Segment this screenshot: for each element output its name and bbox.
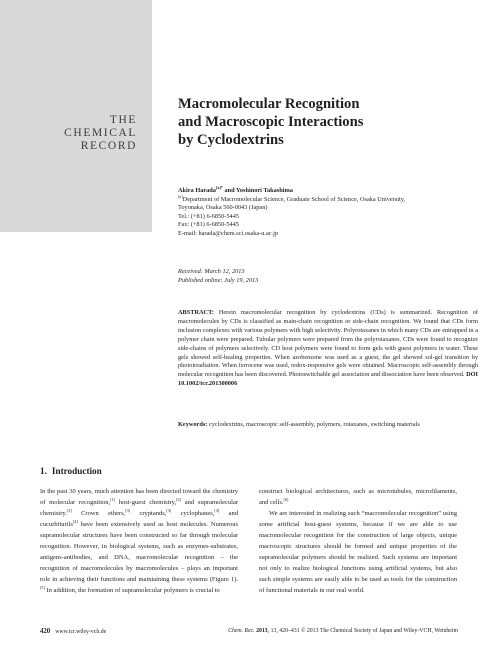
journal-name-line: CHEMICAL [64,127,137,139]
citation: Chem. Rec. 2013, 13, 420–431 © 2013 The Chemical Society of Japan and Wiley-VCH, Weinheim [228,628,458,634]
paragraph: In the past 30 years, much attention has been directed toward the chemistry of molecular recognition,[1] host-guest chemistry,[2] and supramolecular chemistry.[3] Crown ethers,[3] cryptands,[3] cyclophanes,[3] and cucurbiturils[4] have been extensively used as host molecules. Numerous supramolecular structures have been constructed so far through molecular recognition. However, in biological systems, such as enzymes-substrates, antigens-antibodies, and DNA, macromolecular recognition – the recognition of macromolecules by macromolecules – plays an important role in achieving their functions and maintaining these systems (Figure 1).[5] In addition, the formation of supramolecular polymers is crucial to [40,488,238,595]
author-fax: Fax: (+81) 6-6850-5445 [178,221,239,229]
author-block [178,184,478,239]
body-column-right [259,486,457,596]
title-line: by Cyclodextrins [178,132,284,148]
author-names: Akira Harada$^{[a]*}$ and Yoshinori Takashima [178,184,293,194]
abstract-text: Herein macromolecular recognition by cyclodextrins (CDs) is summarized. Recognition of macromolecules by CDs is classified as main-chain recognition or side-chain recognition. We found that CDs form inclusion complexes with various polymers with high selectivity. Polyrotaxanes in which many CDs are entrapped in a polymer chain were prepared. Tubular polymers were prepared from the polyrotaxanes. CDs were found to recognize side-chains of polymers selectively. CD host polymers were found to form gels with guest polymers in water. These gels showed self-healing properties. When azobenzene was used as a guest, the gel showed sol-gel transition by photoirradiation. When ferrocene was used, redox-responsive gels were obtained. Macroscopic self-assembly through molecular recognition has been discovered. Photoswitchable gel association and dissociation have been observed. [178,309,478,379]
published-date: Published online: July 19, 2013 [178,276,259,284]
keywords-text: cyclodextrins, macroscopic self-assembly, polymers, rotaxanes, switching materials [207,421,420,428]
section-number: 1. [40,466,47,476]
journal-name-line: THE [109,114,137,126]
doi-link[interactable]: DOI 10.1002/tcr.201300006 [178,371,478,388]
section-title-text: Introduction [51,466,102,476]
body-column-left [40,486,238,596]
title-line: and Macroscopic Interactions [178,114,364,130]
section-heading [40,466,107,476]
publication-dates [178,268,258,285]
affiliation: [a]Department of Macromolecular Science, Graduate School of Science, Osaka University, [178,193,406,203]
abstract [178,309,478,389]
paragraph: construct biological architectures, such as microtubules, microfilaments, and cells.[6] [259,488,457,507]
keywords [178,421,478,430]
page-footer [40,628,458,635]
journal-name [40,114,137,153]
journal-name-line: RECORD [80,140,137,152]
received-date: Received: March 12, 2013 [178,268,245,275]
abstract-label: ABSTRACT: [178,309,214,316]
paragraph: We are interested in realizing such “macromolecular recognition” using some artificial host-guest systems, because if we are able to use macromolecular recognition for the construction of large objects, unique macroscopic structures should be formed and unique properties of the supramolecular polymers should be realized. Such systems are important not only to realize biological functions using artificial systems, but also such simple systems are easily able to be used as tools for the construction of functional materials in our real world. [259,510,457,595]
article-title [178,95,478,149]
author-tel: Tel.: (+81) 6-6850-5445 [178,212,239,220]
affiliation-address: Toyonaka, Osaka 560-0043 (Japan) [178,204,268,212]
author-email: E-mail: harada@chem.sci.osaka-u.ac.jp [178,229,279,237]
page-number: 420 [40,628,51,635]
copyright: © 2013 The Chemical Society of Japan and Wiley-VCH, Weinheim [301,628,458,634]
title-line: Macromolecular Recognition [178,96,360,112]
keywords-label: Keywords: [178,421,208,428]
journal-url[interactable]: www.tcr.wiley-vch.de [55,629,107,635]
